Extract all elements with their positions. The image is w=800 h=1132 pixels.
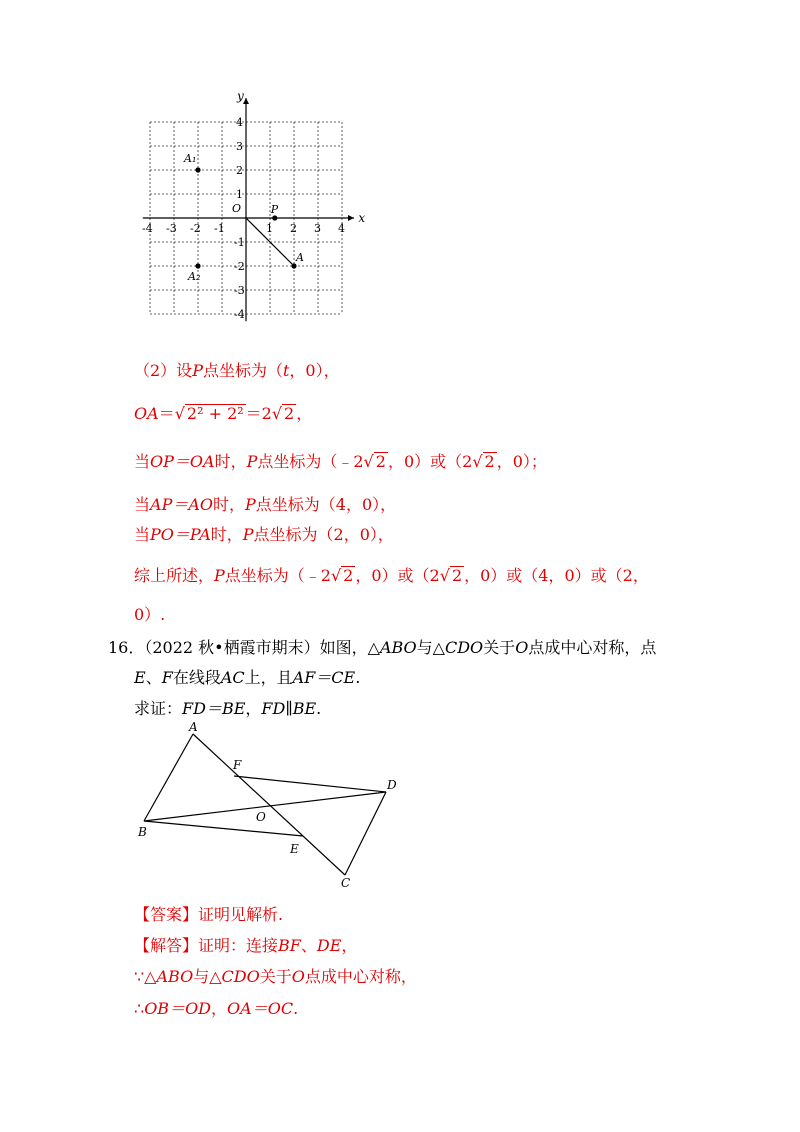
solution-line-1: （2）设P点坐标为（t，0）， [134,361,340,380]
point [272,215,277,220]
point [195,167,200,172]
y-tick-label: 3 [236,140,243,153]
solution-line-4: 当AP＝AO时，P点坐标为（4，0）， [134,495,397,514]
x-axis-label: x [358,211,366,225]
y-axis-label: y [237,89,244,103]
point-label: P [270,203,279,216]
x-tick-label: -4 [142,222,153,235]
answer-tag: 【答案】 [134,905,199,924]
y-axis-arrow [243,98,249,104]
origin-label: O [232,202,242,215]
problem-number: 16． [108,638,145,657]
answer-line-2: 【解答】证明：连接BF、DE， [134,936,358,955]
y-tick-label: -4 [234,308,245,321]
x-tick-label: -2 [190,222,201,235]
solution-line-2: OA＝√ 2² + 2² ＝2√ 2 ， [134,404,313,423]
point-label: A₂ [188,270,201,283]
x-tick-label: -3 [166,222,177,235]
x-tick-label: 1 [266,222,273,235]
x-tick-label: -1 [214,222,225,235]
x-axis-arrow [348,215,354,221]
solution-line-6: 综上所述，P点坐标为（﹣2√ 2 ，0）或（2√ 2 ，0）或（4，0）或（2， [134,566,649,585]
geometry-figure [130,722,410,892]
solution-line-3: 当OP＝OA时，P点坐标为（﹣2√ 2 ，0）或（2√ 2 ，0）； [134,452,547,471]
answer-line-3: ∵△ABO与△CDO关于O点成中心对称， [134,967,417,986]
y-tick-label: 1 [236,188,243,201]
y-tick-label: -2 [234,260,245,273]
point-label: A₁ [184,152,197,165]
label-o: O [256,810,266,824]
label-a: A [189,722,198,734]
problem-16-line-2: E、F在线段AC上，且AF＝CE. [134,668,361,687]
point [291,263,296,268]
solution-line-5: 当PO＝PA时，P点坐标为（2，0）， [134,525,394,544]
y-tick-label: 2 [236,164,243,177]
label-c: C [341,876,351,890]
label-d: D [387,778,397,792]
y-tick-label: -3 [234,284,245,297]
solution-tag: 【解答】 [134,936,199,955]
axes [143,89,366,321]
label-f: F [233,758,242,772]
coordinate-graph [130,88,370,328]
y-tick-label: -1 [234,236,245,249]
answer-line-4: ∴OB＝OD，OA＝OC. [134,999,299,1018]
solution-line-7: 0）. [134,605,166,624]
sqrt-expression: √ 2² + 2² [174,404,244,423]
x-tick-label: 2 [290,222,297,235]
label-e: E [290,842,299,856]
y-tick-label: 4 [236,116,243,129]
x-tick-label: 3 [314,222,321,235]
point-label: A [296,251,304,264]
label-b: B [138,825,147,839]
answer-line-1: 【答案】证明见解析. [134,905,284,924]
problem-16-line-1: 16．（2022 秋•栖霞市期末）如图，△ABO与△CDO关于O点成中心对称，点 [108,638,657,657]
problem-16-line-3: 求证：FD＝BE，FD∥BE. [134,699,322,718]
x-tick-label: 4 [338,222,345,235]
point [195,263,200,268]
